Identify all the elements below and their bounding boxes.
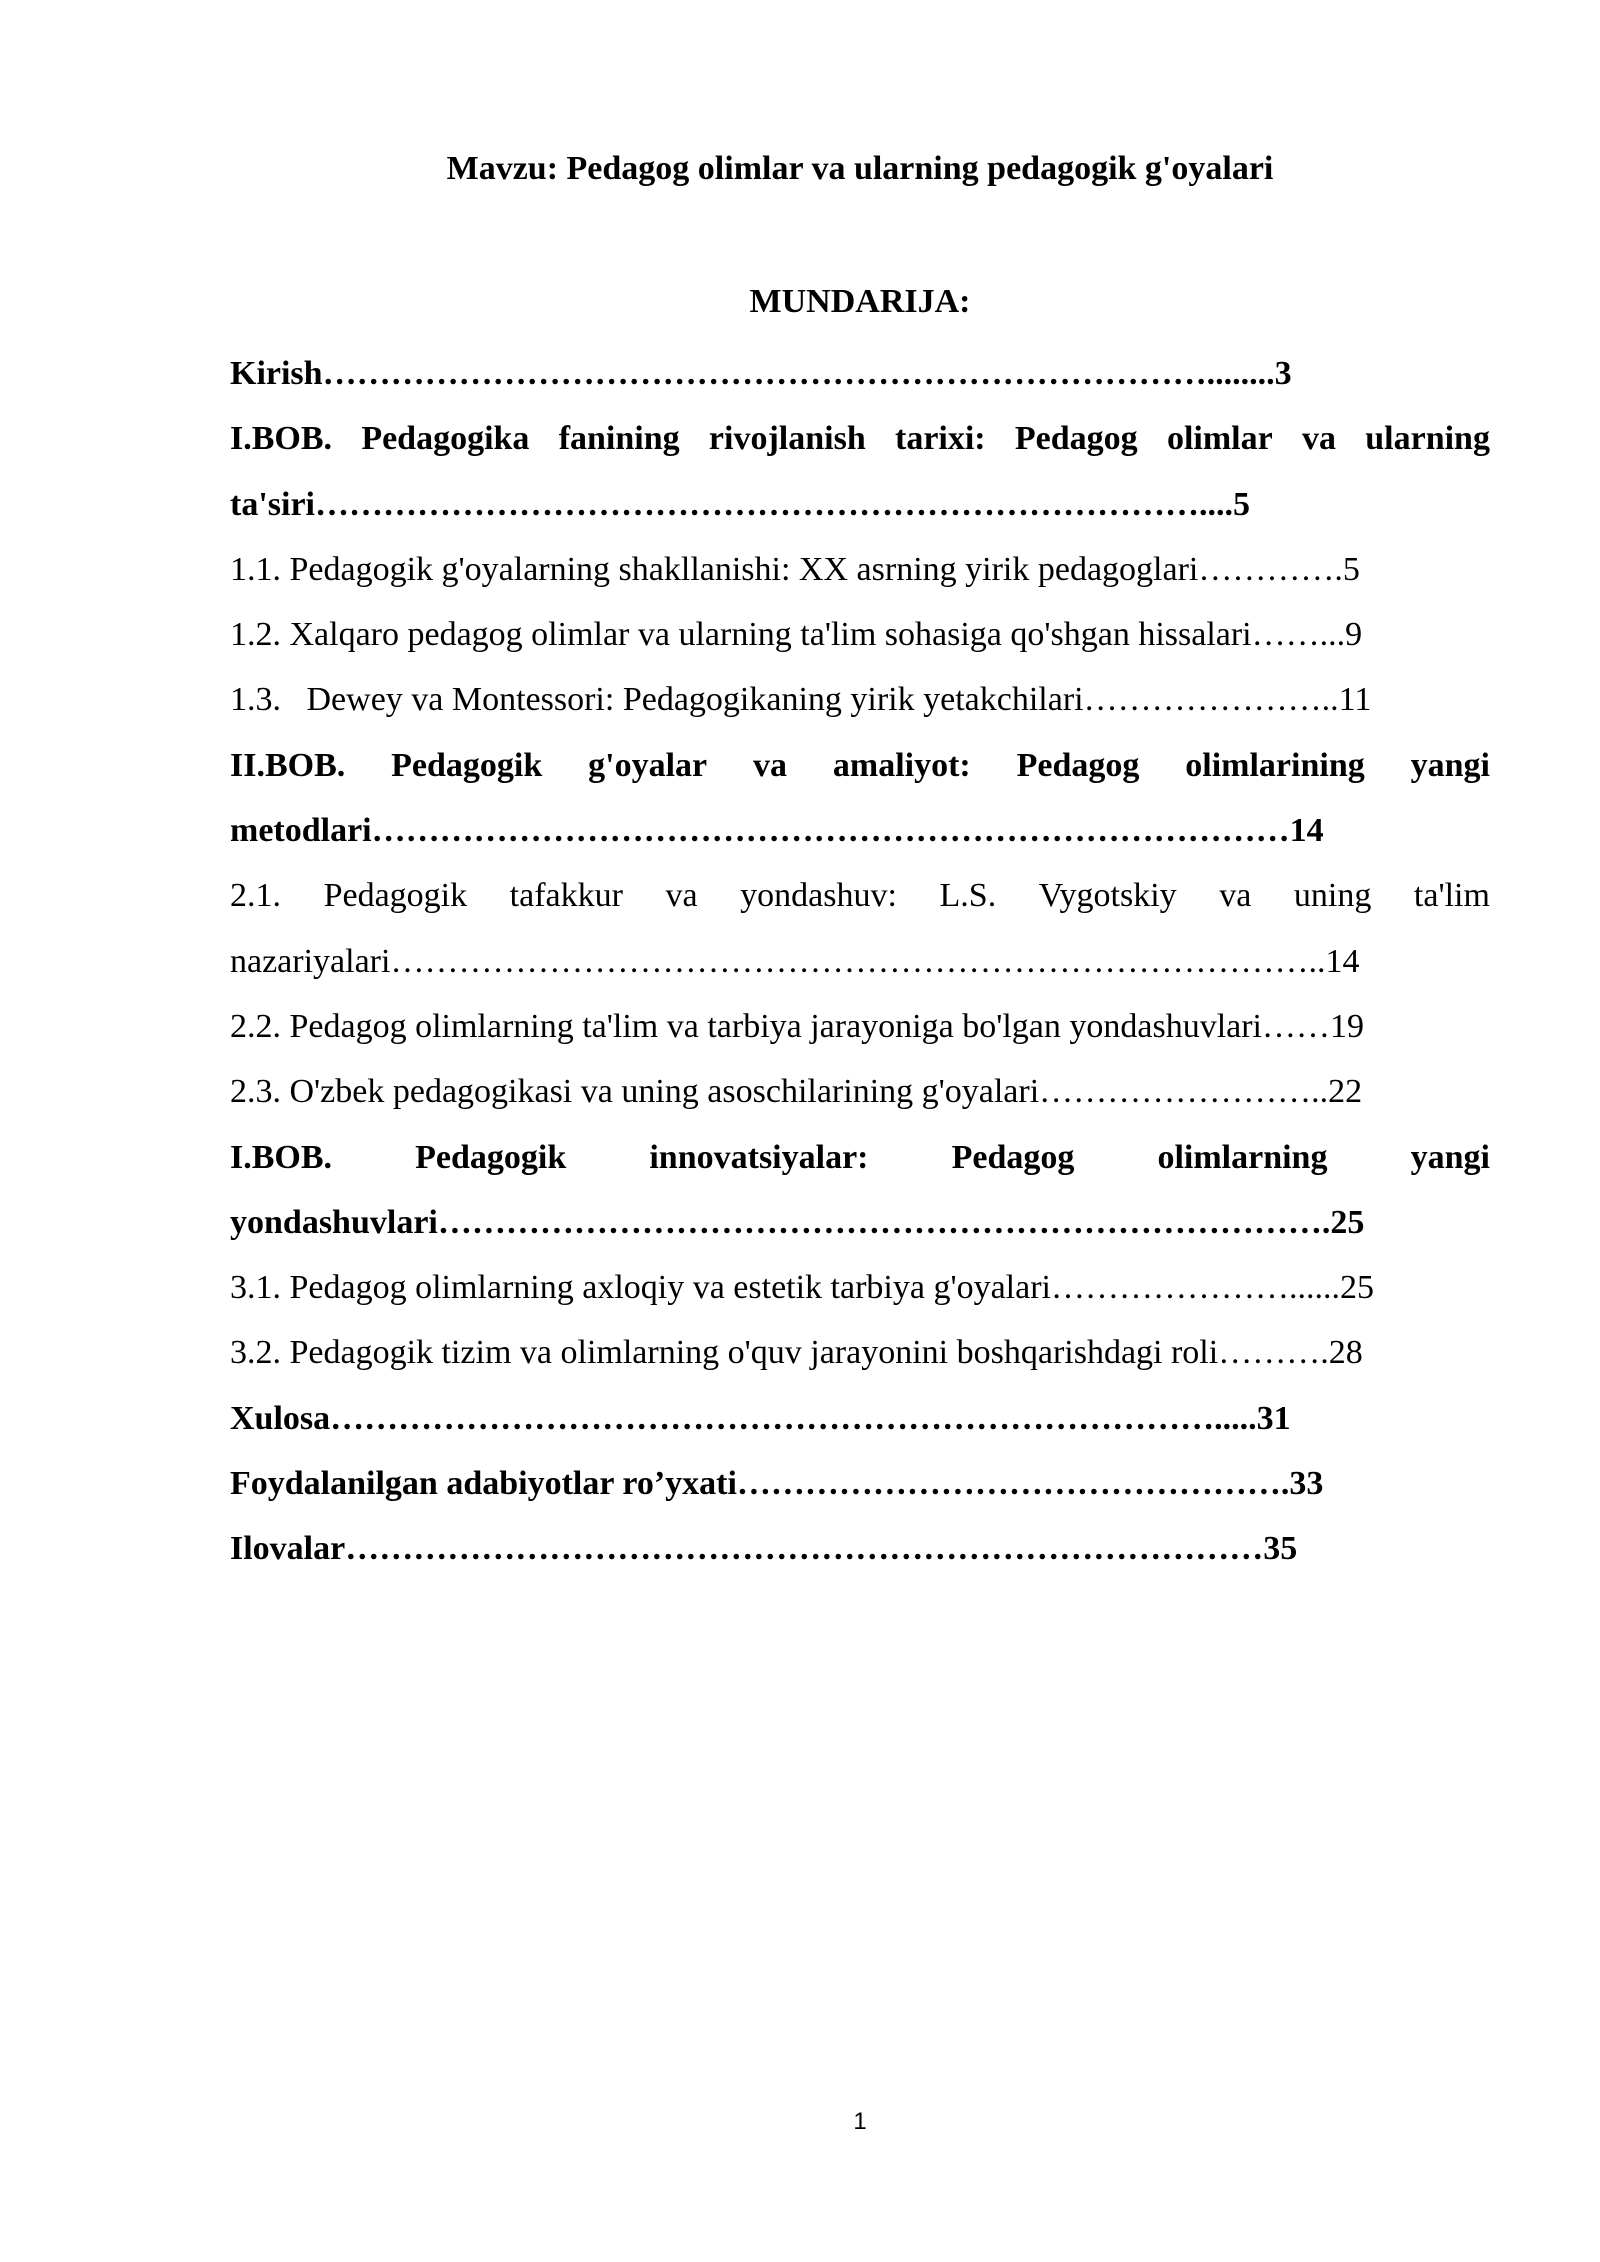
toc-entry-chapter-3-line-1 bbox=[230, 1125, 1490, 1190]
toc-entry-section-1-1: 1.1. Pedagogik g'oyalarning shakllanishi: XX asrning yirik pedagoglari………….5 bbox=[230, 550, 1360, 588]
toc-word: rivojlanish bbox=[708, 420, 866, 458]
toc-entry-kirish: Kirish……………………………………………………………………........3 bbox=[230, 355, 1292, 392]
toc-word: tarixi: bbox=[895, 420, 986, 458]
toc-word: olimlar bbox=[1166, 420, 1273, 458]
toc-entry-section-3-1: 3.1. Pedagog olimlarning axloqiy va estetik tarbiya g'oyalari…………………......25 bbox=[230, 1269, 1374, 1307]
toc-entry-chapter-2-line-1 bbox=[230, 733, 1490, 798]
toc-word: ularning bbox=[1365, 420, 1490, 458]
toc-word: yangi bbox=[1410, 1138, 1490, 1176]
toc-word: uning bbox=[1293, 877, 1372, 915]
toc-word: L.S. bbox=[939, 877, 997, 915]
toc-entry-references: Foydalanilgan adabiyotlar ro’yxati………………………………………….33 bbox=[230, 1465, 1324, 1503]
toc-entry-section-2-3: 2.3. O'zbek pedagogikasi va uning asoschilarining g'oyalari……………………..22 bbox=[230, 1073, 1363, 1111]
toc-entry-section-1-2: 1.2. Xalqaro pedagog olimlar va ularning ta'lim sohasiga qo'shgan hissalari……...9 bbox=[230, 616, 1363, 654]
toc-word: va bbox=[753, 746, 787, 784]
toc-entry-section-2-1-line-1 bbox=[230, 863, 1490, 928]
toc-word: g'oyalar bbox=[588, 746, 708, 784]
table-of-contents bbox=[230, 341, 1490, 1582]
toc-entry-appendices: Ilovalar………………………………………………………………………35 bbox=[230, 1530, 1298, 1568]
toc-word: olimlarning bbox=[1157, 1138, 1328, 1176]
toc-word: yangi bbox=[1410, 746, 1490, 784]
toc-entry-section-3-2: 3.2. Pedagogik tizim va olimlarning o'quv jarayonini boshqarishdagi roli……….28 bbox=[230, 1334, 1363, 1372]
toc-word: Pedagogik bbox=[323, 877, 468, 915]
toc-entry-xulosa: Xulosa…………………………………………………………………….....31 bbox=[230, 1399, 1291, 1437]
toc-word: Pedagog bbox=[1014, 420, 1138, 458]
toc-entry-chapter-1-line-1 bbox=[230, 406, 1490, 471]
toc-word: olimlarining bbox=[1185, 746, 1365, 784]
toc-word: Vygotskiy bbox=[1038, 877, 1177, 915]
toc-entry-chapter-2-line-2: metodlari………………………………………………………………………14 bbox=[230, 812, 1324, 850]
toc-word: yondashuv: bbox=[740, 877, 897, 915]
toc-entry-chapter-3-line-2: yondashuvlari…………………………………………………………………….25 bbox=[230, 1203, 1365, 1241]
toc-word: Pedagogik bbox=[391, 746, 543, 784]
toc-entry-section-2-2: 2.2. Pedagog olimlarning ta'lim va tarbiya jarayoniga bo'lgan yondashuvlari……19 bbox=[230, 1007, 1365, 1045]
toc-word: ta'lim bbox=[1413, 877, 1490, 915]
toc-entry-section-2-1-line-2: nazariyalari………………………………………………………………………..14 bbox=[230, 942, 1360, 980]
toc-word: fanining bbox=[558, 420, 680, 458]
toc-word: amaliyot: bbox=[832, 746, 971, 784]
toc-word: Pedagogik bbox=[415, 1138, 567, 1176]
toc-word: va bbox=[665, 877, 698, 915]
toc-entry-section-1-3: 1.3. Dewey va Montessori: Pedagogikaning yirik yetakchilari…………………..11 bbox=[230, 681, 1372, 719]
toc-word: va bbox=[1301, 420, 1336, 458]
toc-word: I.BOB. bbox=[230, 1138, 333, 1176]
page-number: 1 bbox=[853, 2108, 867, 2135]
toc-word: va bbox=[1219, 877, 1252, 915]
toc-word: Pedagog bbox=[951, 1138, 1075, 1176]
toc-word: II.BOB. bbox=[230, 746, 346, 784]
document-title: Mavzu: Pedagog olimlar va ularning pedagogik g'oyalari bbox=[446, 150, 1274, 187]
toc-word: innovatsiyalar: bbox=[649, 1138, 869, 1176]
toc-word: tafakkur bbox=[509, 877, 623, 915]
toc-word: 2.1. bbox=[230, 877, 281, 915]
toc-heading: MUNDARIJA: bbox=[749, 283, 971, 320]
toc-entry-chapter-1-line-2: ta'siri……………………………………………………………………....5 bbox=[230, 485, 1250, 523]
toc-word: I.BOB. bbox=[230, 420, 333, 458]
toc-word: Pedagogika bbox=[361, 420, 530, 458]
toc-word: Pedagog bbox=[1016, 746, 1140, 784]
